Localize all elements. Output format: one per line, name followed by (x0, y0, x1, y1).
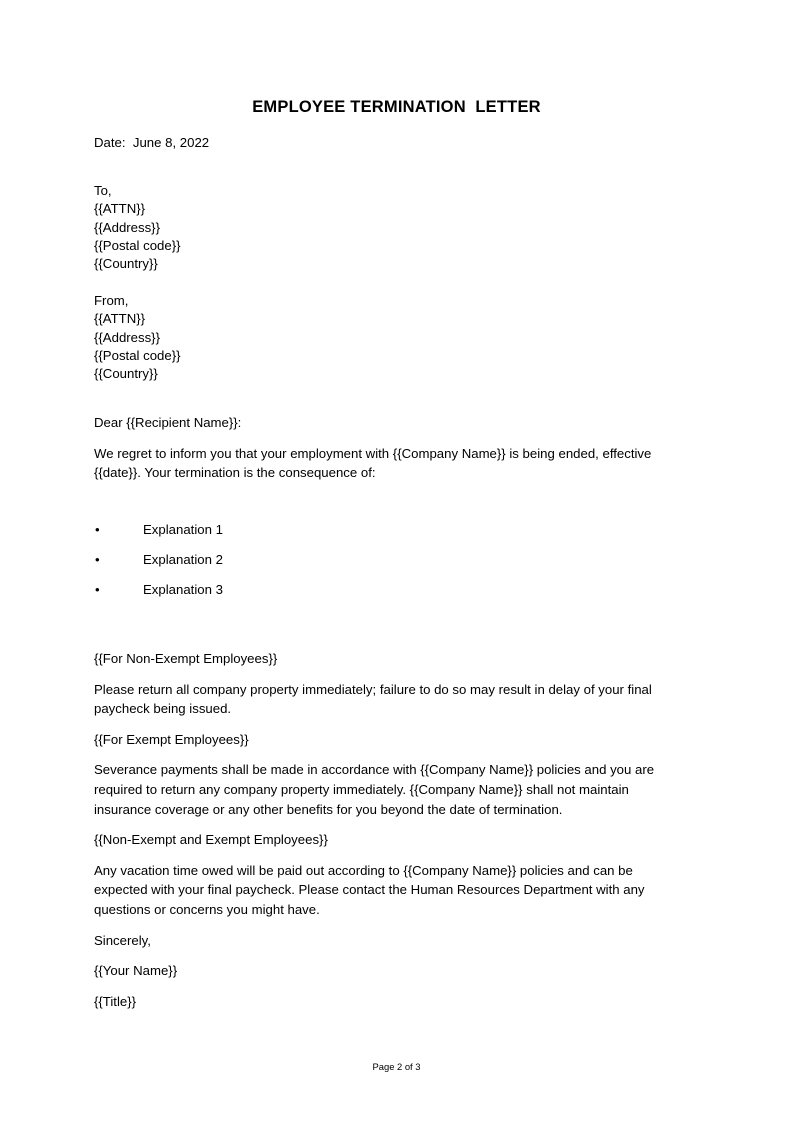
list-item (94, 551, 672, 581)
list-item (94, 521, 672, 551)
spacer (94, 483, 672, 521)
bullet-icon: • (95, 522, 100, 538)
exempt-heading: {{For Exempt Employees}} (94, 731, 249, 747)
bullet-icon: • (95, 552, 100, 568)
page-title: EMPLOYEE TERMINATION LETTER (252, 98, 541, 116)
sender-address-block (94, 292, 672, 383)
list-item-label: Explanation 3 (143, 582, 223, 598)
non-exempt-paragraph: Please return all company property immediately; failure to do so may result in delay of your final paycheck being issued. (94, 681, 652, 717)
spacer (94, 433, 672, 444)
spacer (94, 383, 672, 413)
spacer (94, 920, 672, 931)
bullet-icon: • (95, 582, 100, 598)
opening-paragraph: We regret to inform you that your employment with {{Company Name}} is being ended, effective {{date}}. Your termination is the consequence of: (94, 445, 652, 481)
to-label: To, (94, 183, 112, 199)
spacer (94, 850, 672, 861)
exempt-paragraph: Severance payments shall be made in accordance with {{Company Name}} policies and you are required to return any company property immediately. {{Company Name}} shall not maintain insurance coverage or any other benefits for you beyond the date of termination. (94, 762, 655, 817)
to-postal-code: {{Postal code}} (94, 237, 181, 253)
spacer (94, 749, 672, 760)
letter-body (94, 134, 672, 1011)
from-address: {{Address}} (94, 329, 160, 345)
spacer (94, 981, 672, 992)
signer-name: {{Your Name}} (94, 963, 178, 979)
both-employees-paragraph: Any vacation time owed will be paid out according to {{Company Name}} policies and can be expected with your final paycheck. Please contact the Human Resources Department with any questions or concerns you might have. (94, 862, 645, 917)
spacer (94, 950, 672, 961)
list-item-label: Explanation 1 (143, 522, 223, 538)
date-line: Date: June 8, 2022 (94, 135, 210, 150)
spacer (94, 669, 672, 680)
from-country: {{Country}} (94, 366, 158, 382)
to-attn: {{ATTN}} (94, 201, 146, 217)
termination-reasons-list (94, 521, 672, 611)
to-country: {{Country}} (94, 256, 158, 272)
from-label: From, (94, 293, 129, 309)
both-employees-heading: {{Non-Exempt and Exempt Employees}} (94, 832, 328, 848)
signer-title: {{Title}} (94, 993, 137, 1009)
list-item-label: Explanation 2 (143, 552, 223, 568)
to-address: {{Address}} (94, 219, 160, 235)
non-exempt-heading: {{For Non-Exempt Employees}} (94, 651, 278, 667)
spacer (94, 152, 672, 182)
salutation: Dear {{Recipient Name}}: (94, 415, 242, 431)
list-item (94, 581, 672, 611)
spacer (94, 611, 672, 649)
spacer (94, 819, 672, 830)
spacer (94, 273, 672, 292)
page-footer: Page 2 of 3 (372, 1061, 421, 1072)
from-postal-code: {{Postal code}} (94, 347, 181, 363)
recipient-address-block (94, 182, 672, 273)
spacer (94, 719, 672, 730)
from-attn: {{ATTN}} (94, 311, 146, 327)
closing-line: Sincerely, (94, 932, 151, 948)
